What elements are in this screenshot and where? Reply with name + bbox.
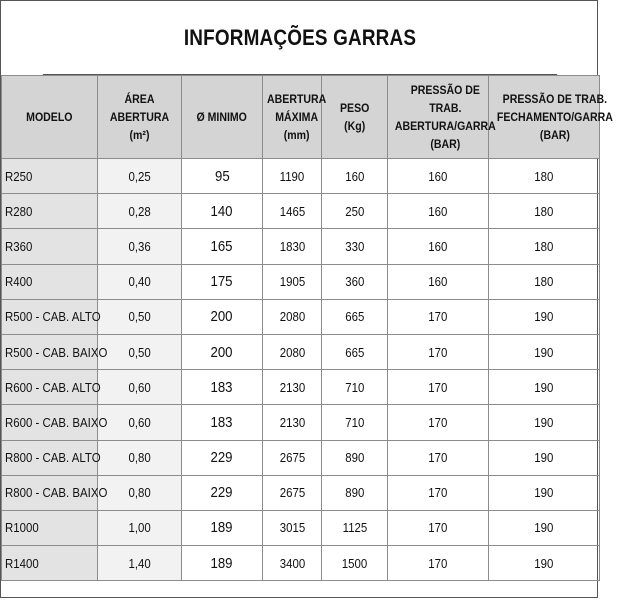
cell-diametro: 189 bbox=[182, 546, 263, 581]
header-peso: PESO (Kg) bbox=[322, 76, 388, 159]
cell-diametro: 183 bbox=[182, 405, 263, 440]
cell-area: 0,36 bbox=[98, 229, 182, 264]
table-row bbox=[2, 510, 600, 545]
page-title: INFORMAÇÕES GARRAS bbox=[43, 1, 557, 75]
table-row bbox=[2, 299, 600, 334]
cell-pressao-abertura: 170 bbox=[388, 370, 489, 405]
cell-abertura: 2675 bbox=[263, 440, 322, 475]
cell-pressao-abertura: 160 bbox=[388, 264, 489, 299]
cell-pressao-abertura: 170 bbox=[388, 405, 489, 440]
cell-diametro: 183 bbox=[182, 370, 263, 405]
cell-abertura: 2080 bbox=[263, 299, 322, 334]
cell-peso: 890 bbox=[322, 475, 388, 510]
cell-area: 0,60 bbox=[98, 370, 182, 405]
table-row bbox=[2, 264, 600, 299]
cell-modelo: R250 bbox=[2, 159, 98, 194]
cell-diametro: 200 bbox=[182, 299, 263, 334]
cell-peso: 1125 bbox=[322, 510, 388, 545]
cell-abertura: 2675 bbox=[263, 475, 322, 510]
cell-area: 0,80 bbox=[98, 440, 182, 475]
cell-area: 0,50 bbox=[98, 299, 182, 334]
cell-peso: 890 bbox=[322, 440, 388, 475]
table-row bbox=[2, 334, 600, 369]
cell-peso: 710 bbox=[322, 405, 388, 440]
cell-peso: 360 bbox=[322, 264, 388, 299]
cell-area: 1,00 bbox=[98, 510, 182, 545]
cell-modelo: R600 - CAB. ALTO bbox=[2, 370, 98, 405]
cell-abertura: 2130 bbox=[263, 405, 322, 440]
cell-area: 0,60 bbox=[98, 405, 182, 440]
cell-diametro: 200 bbox=[182, 334, 263, 369]
table-row bbox=[2, 475, 600, 510]
cell-modelo: R500 - CAB. BAIXO bbox=[2, 334, 98, 369]
cell-area: 0,50 bbox=[98, 334, 182, 369]
cell-pressao-abertura: 160 bbox=[388, 229, 489, 264]
table-row bbox=[2, 159, 600, 194]
cell-modelo: R1000 bbox=[2, 510, 98, 545]
table-row bbox=[2, 546, 600, 581]
cell-pressao-fechamento: 180 bbox=[489, 159, 600, 194]
table-row bbox=[2, 229, 600, 264]
cell-diametro: 165 bbox=[182, 229, 263, 264]
table-header bbox=[2, 76, 613, 159]
header-diametro-minimo: Ø MINIMO bbox=[182, 76, 263, 159]
header-modelo: MODELO bbox=[2, 76, 98, 159]
cell-pressao-abertura: 160 bbox=[388, 159, 489, 194]
cell-modelo: R360 bbox=[2, 229, 98, 264]
cell-diametro: 175 bbox=[182, 264, 263, 299]
table-row bbox=[2, 440, 600, 475]
cell-peso: 160 bbox=[322, 159, 388, 194]
cell-pressao-fechamento: 190 bbox=[489, 440, 600, 475]
header-pressao-fechamento: PRESSÃO DE TRAB. FECHAMENTO/GARRA (BAR) bbox=[489, 76, 600, 159]
cell-pressao-fechamento: 190 bbox=[489, 510, 600, 545]
specs-table bbox=[1, 75, 613, 581]
cell-area: 0,28 bbox=[98, 194, 182, 229]
cell-modelo: R600 - CAB. BAIXO bbox=[2, 405, 98, 440]
table-row bbox=[2, 370, 600, 405]
cell-area: 0,80 bbox=[98, 475, 182, 510]
cell-peso: 250 bbox=[322, 194, 388, 229]
cell-pressao-fechamento: 190 bbox=[489, 299, 600, 334]
cell-diametro: 140 bbox=[182, 194, 263, 229]
cell-abertura: 3015 bbox=[263, 510, 322, 545]
cell-pressao-abertura: 160 bbox=[388, 194, 489, 229]
cell-modelo: R800 - CAB. ALTO bbox=[2, 440, 98, 475]
cell-pressao-abertura: 170 bbox=[388, 510, 489, 545]
table-row bbox=[2, 194, 600, 229]
cell-modelo: R800 - CAB. BAIXO bbox=[2, 475, 98, 510]
cell-modelo: R400 bbox=[2, 264, 98, 299]
cell-peso: 1500 bbox=[322, 546, 388, 581]
cell-diametro: 229 bbox=[182, 475, 263, 510]
cell-area: 0,25 bbox=[98, 159, 182, 194]
header-abertura-maxima: ABERTURA MÁXIMA (mm) bbox=[263, 76, 322, 159]
cell-pressao-fechamento: 180 bbox=[489, 264, 600, 299]
cell-abertura: 1905 bbox=[263, 264, 322, 299]
cell-area: 1,40 bbox=[98, 546, 182, 581]
cell-peso: 330 bbox=[322, 229, 388, 264]
cell-diametro: 95 bbox=[182, 159, 263, 194]
cell-peso: 665 bbox=[322, 299, 388, 334]
cell-abertura: 3400 bbox=[263, 546, 322, 581]
cell-pressao-fechamento: 180 bbox=[489, 229, 600, 264]
cell-pressao-abertura: 170 bbox=[388, 475, 489, 510]
cell-peso: 710 bbox=[322, 370, 388, 405]
cell-pressao-fechamento: 190 bbox=[489, 546, 600, 581]
cell-modelo: R500 - CAB. ALTO bbox=[2, 299, 98, 334]
cell-pressao-abertura: 170 bbox=[388, 299, 489, 334]
cell-diametro: 189 bbox=[182, 510, 263, 545]
cell-area: 0,40 bbox=[98, 264, 182, 299]
cell-modelo: R1400 bbox=[2, 546, 98, 581]
table-row bbox=[2, 405, 600, 440]
cell-pressao-fechamento: 180 bbox=[489, 194, 600, 229]
cell-diametro: 229 bbox=[182, 440, 263, 475]
cell-pressao-fechamento: 190 bbox=[489, 405, 600, 440]
cell-pressao-abertura: 170 bbox=[388, 440, 489, 475]
cell-peso: 665 bbox=[322, 334, 388, 369]
header-pressao-abertura: PRESSÃO DE TRAB. ABERTURA/GARRA (BAR) bbox=[388, 76, 489, 159]
cell-abertura: 2080 bbox=[263, 334, 322, 369]
cell-pressao-fechamento: 190 bbox=[489, 370, 600, 405]
header-area-abertura: ÁREA ABERTURA (m²) bbox=[98, 76, 182, 159]
cell-modelo: R280 bbox=[2, 194, 98, 229]
cell-pressao-abertura: 170 bbox=[388, 334, 489, 369]
cell-pressao-abertura: 170 bbox=[388, 546, 489, 581]
cell-abertura: 1465 bbox=[263, 194, 322, 229]
cell-abertura: 1190 bbox=[263, 159, 322, 194]
cell-abertura: 1830 bbox=[263, 229, 322, 264]
table-body bbox=[2, 159, 600, 581]
cell-pressao-fechamento: 190 bbox=[489, 334, 600, 369]
cell-pressao-fechamento: 190 bbox=[489, 475, 600, 510]
cell-abertura: 2130 bbox=[263, 370, 322, 405]
header-row bbox=[2, 76, 600, 159]
